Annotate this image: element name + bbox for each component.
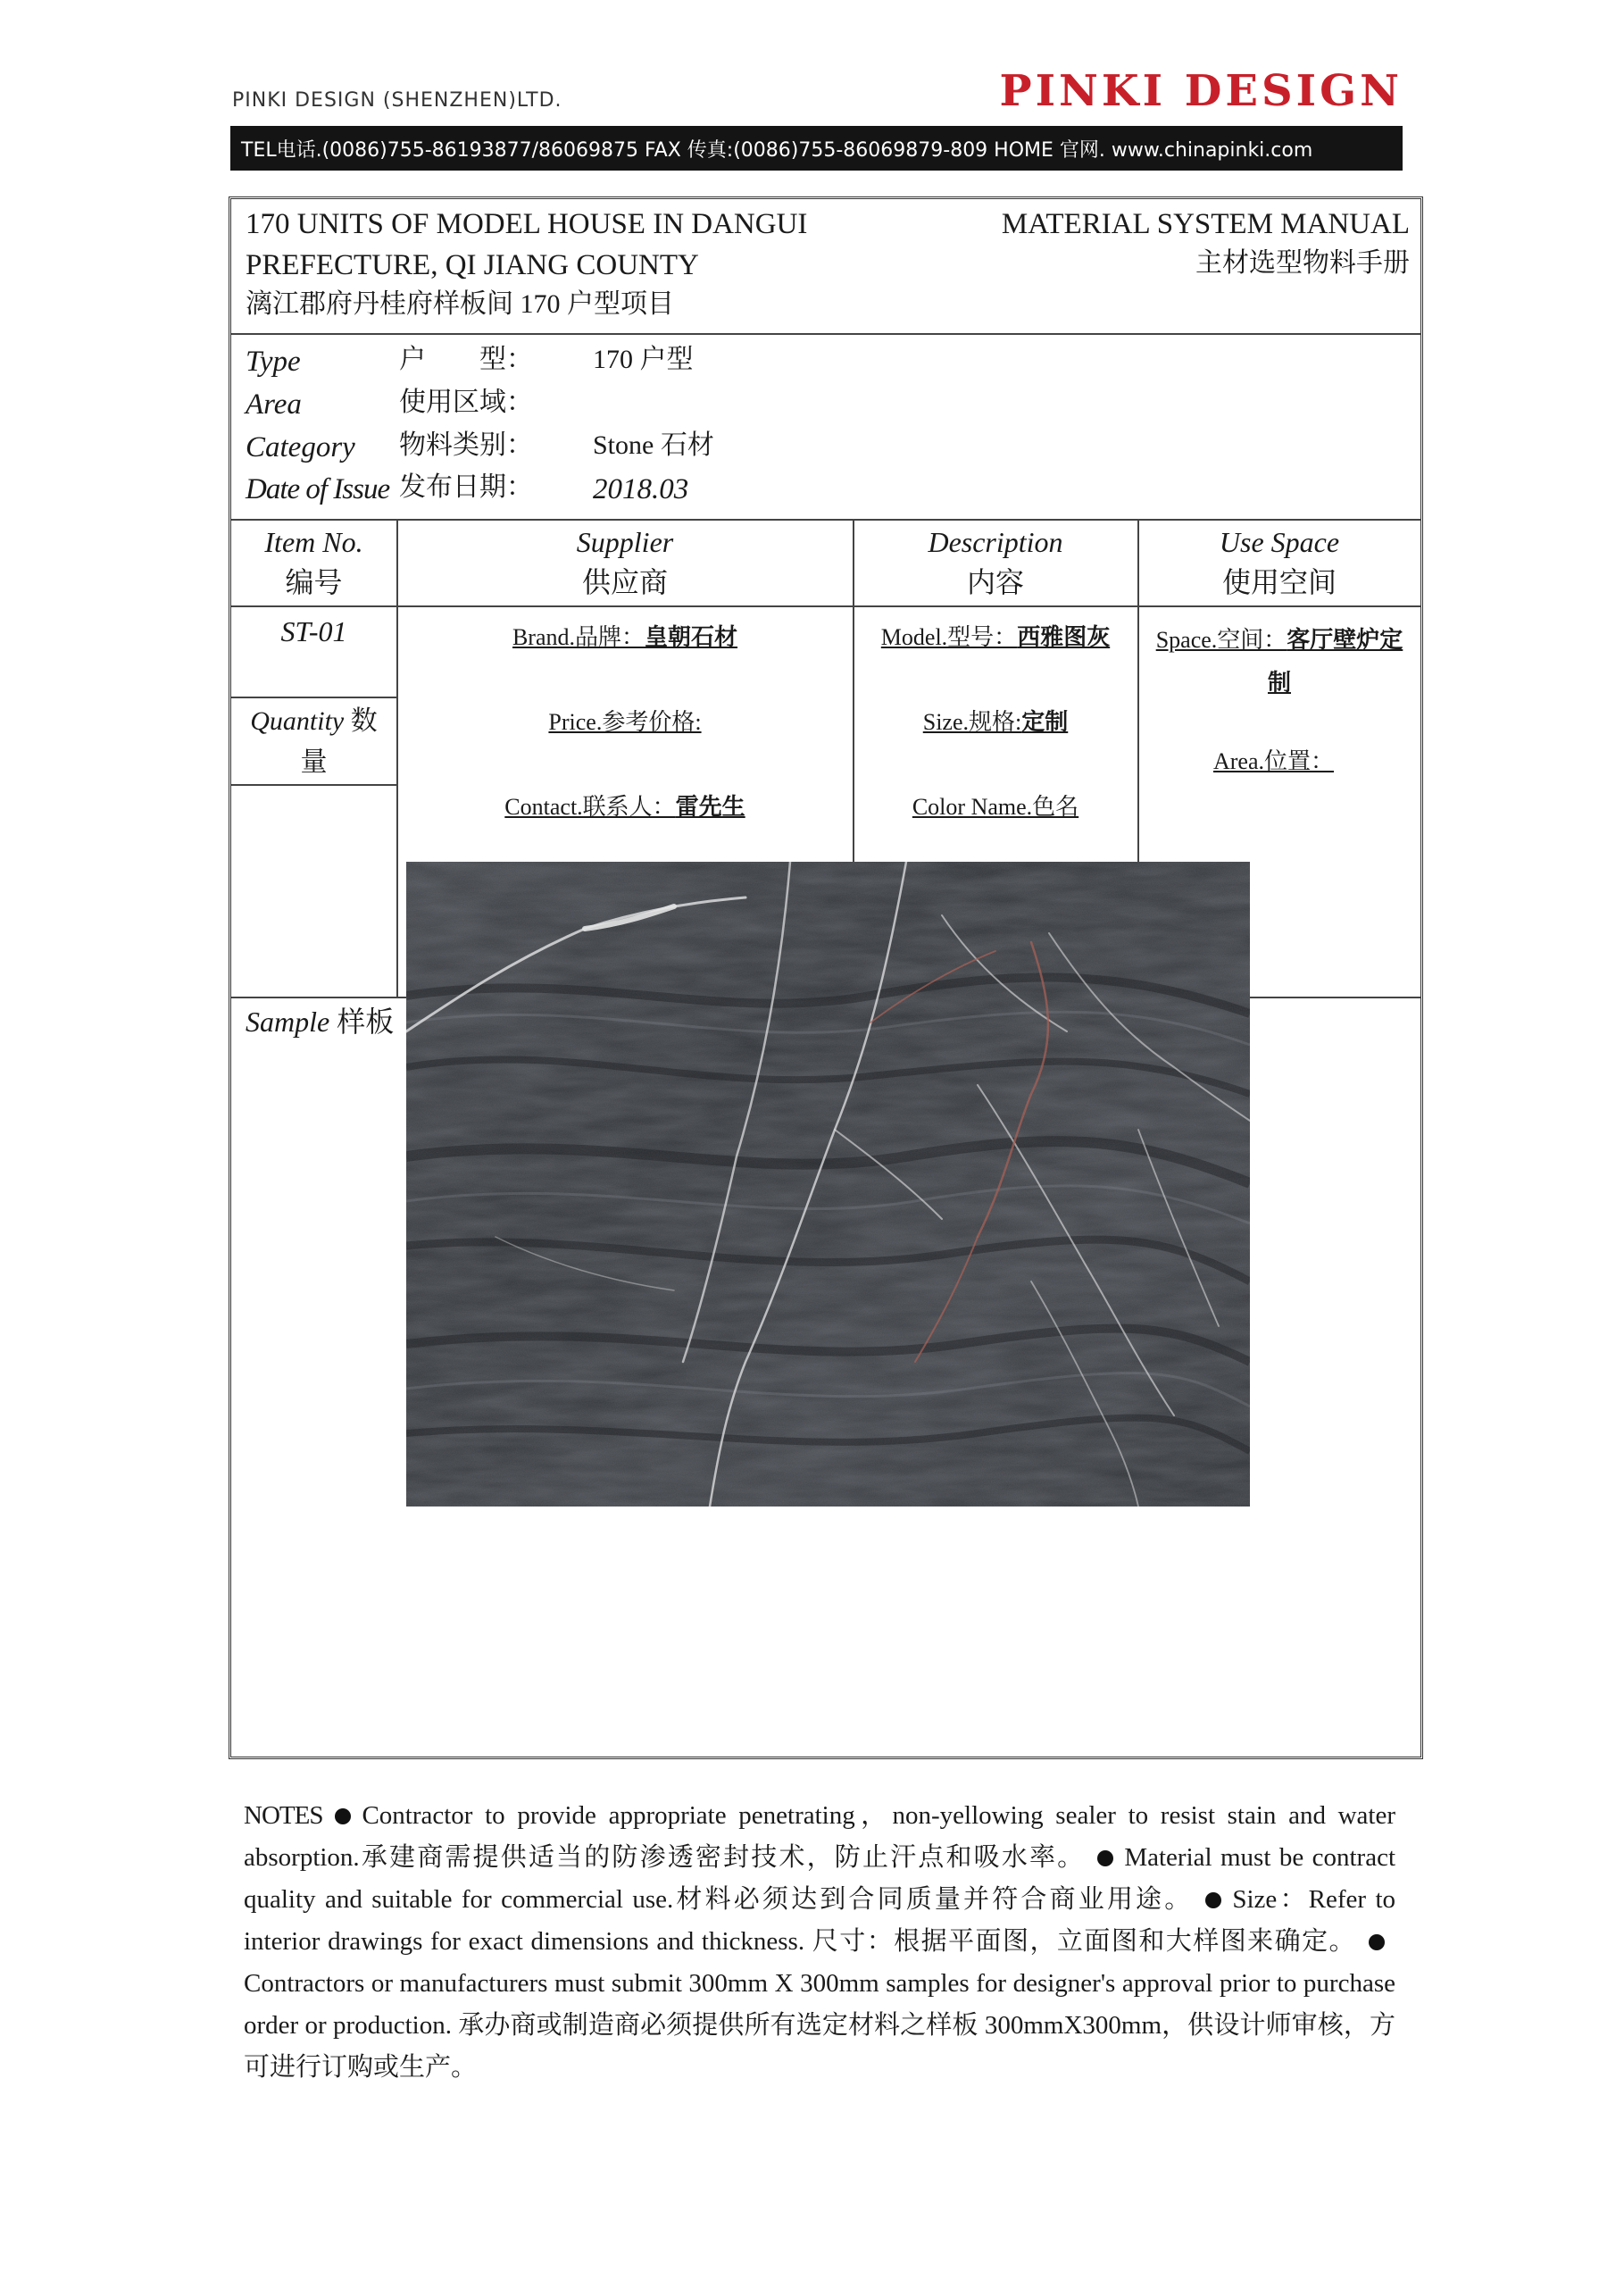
note-2: Material must be contract quality and suitable for commercial use.材料必须达到合同质量并符合商业用途。 [244, 1843, 1395, 1914]
space-line [1138, 619, 1420, 705]
space-label: Space.空间： [1155, 627, 1287, 653]
divider [231, 784, 396, 786]
col-item-en: Item No. [264, 526, 363, 558]
area-line [1138, 740, 1420, 783]
contact-label: Contact.联系人： [504, 794, 676, 820]
quantity-label [231, 701, 396, 783]
notes-label: NOTES [244, 1801, 323, 1830]
type-value: 170 户型 [593, 345, 694, 374]
area-label-en: Area [246, 388, 302, 421]
col-use-en: Use Space [1219, 526, 1340, 558]
col-use-cn: 使用空间 [1221, 565, 1337, 598]
area-label-cn: 使用区域： [399, 388, 533, 417]
manual-title-cn: 主材选型物料手册 [1195, 248, 1410, 278]
notes-section [244, 1795, 1395, 2089]
area-label: Area.位置： [1212, 748, 1334, 774]
type-label-cn: 户 型： [399, 345, 533, 374]
price-line [397, 704, 853, 789]
space-value-1: 客厅壁炉定 [1287, 627, 1403, 653]
date-label-en: Date of Issue [246, 473, 390, 505]
type-label-en: Type [246, 346, 301, 378]
note-4: Contractors or manufacturers must submit 300mm X 300mm samples for designer's approval prior to purchase order or production. 承办商或制造商必须提供所有选定材料之样板 300mmX300mm，供设计师审核，方可进行订购或生产。 [244, 1969, 1395, 2082]
col-supplier-en: Supplier [576, 526, 674, 558]
quantity-label-cn-1: 数 [350, 706, 378, 736]
brand-label: Brand.品牌： [512, 624, 645, 650]
col-header-supplier [397, 522, 853, 603]
contact-value: 雷先生 [675, 794, 745, 820]
bullet-icon [1369, 1934, 1385, 1950]
bullet-icon [1097, 1850, 1113, 1866]
divider [231, 605, 1420, 607]
manual-title-en: MATERIAL SYSTEM MANUAL [1001, 208, 1410, 240]
category-value: Stone 石材 [593, 430, 714, 460]
col-desc-en: Description [928, 526, 1063, 558]
sample-label-en: Sample [246, 1006, 330, 1038]
brand-line [397, 619, 853, 704]
note-1: Contractor to provide appropriate penetrating，non-yellowing sealer to resist stain and water absorption.承建商需提供适当的防渗透密封技术，防止汗点和吸水率。 [244, 1801, 1395, 1872]
contact-bar: TEL电话.(0086)755-86193877/86069875 FAX 传真:(0086)755-86069879-809 HOME 官网. www.chinapinki.com [230, 126, 1403, 171]
project-title-en-2: PREFECTURE, QI JIANG COUNTY [246, 249, 699, 281]
model-label: Model.型号： [880, 624, 1018, 650]
size-label: Size.规格: [922, 709, 1022, 735]
size-line [854, 704, 1137, 789]
category-label-cn: 物料类别： [399, 430, 533, 460]
bullet-icon [1205, 1892, 1221, 1908]
size-value: 定制 [1021, 709, 1069, 735]
quantity-label-cn-2: 量 [300, 747, 328, 777]
contact-line [397, 789, 853, 873]
stone-sample-image [406, 862, 1250, 1507]
model-line [854, 619, 1137, 704]
divider [231, 333, 1420, 335]
divider [231, 697, 396, 698]
brand-logo: PINKI DESIGN [999, 66, 1403, 116]
date-label-cn: 发布日期： [399, 472, 533, 502]
space-value-2: 制 [1267, 670, 1291, 696]
bullet-icon [335, 1808, 351, 1824]
color-line [854, 789, 1137, 873]
note-3: Size：Refer to interior drawings for exact dimensions and thickness. 尺寸：根据平面图，立面图和大样图来确定。 [244, 1885, 1395, 1956]
col-item-cn: 编号 [285, 565, 343, 598]
col-header-use-space [1138, 522, 1420, 603]
col-desc-cn: 内容 [966, 565, 1024, 598]
item-number: ST-01 [280, 615, 347, 647]
col-header-description [854, 522, 1137, 603]
color-label: Color Name.色名 [912, 794, 1079, 820]
use-space-details [1138, 619, 1420, 783]
col-header-item [231, 522, 396, 603]
model-value: 西雅图灰 [1017, 624, 1111, 650]
price-label: Price.参考价格: [548, 709, 702, 735]
project-title-cn: 漓江郡府丹桂府样板间 170 户型项目 [246, 289, 674, 319]
category-label-en: Category [246, 431, 355, 463]
brand-value: 皇朝石材 [645, 624, 738, 650]
divider [231, 519, 1420, 521]
col-supplier-cn: 供应商 [581, 565, 668, 598]
sample-label-cn: 样板 [337, 1006, 395, 1038]
quantity-label-en: Quantity [250, 706, 345, 736]
company-name: PINKI DESIGN (SHENZHEN)LTD. [232, 89, 562, 112]
project-title-en-1: 170 UNITS OF MODEL HOUSE IN DANGUI [246, 208, 808, 240]
date-value: 2018.03 [593, 473, 689, 505]
sample-label [246, 1003, 394, 1041]
